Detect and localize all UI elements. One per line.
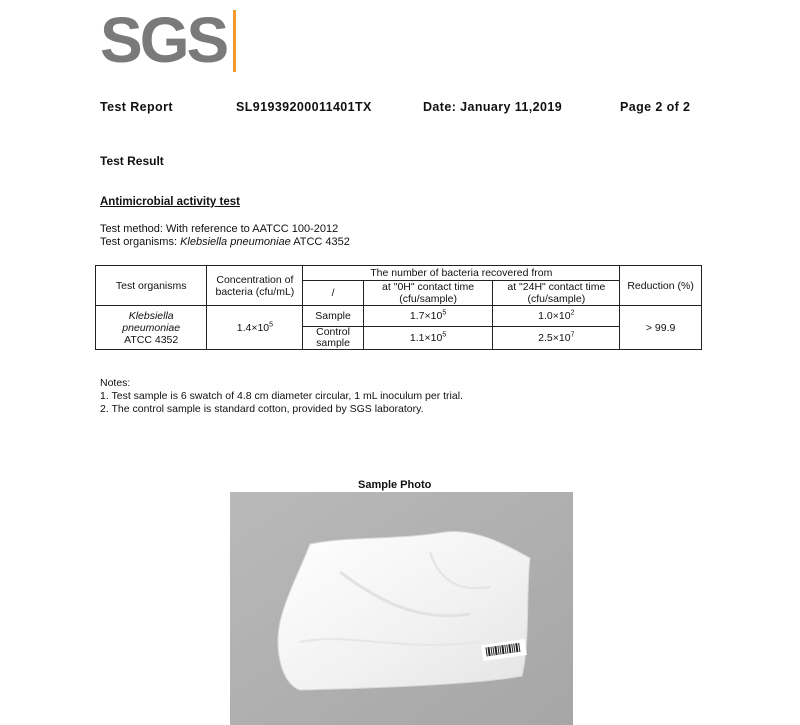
organism-species-line2: pneumoniae: [122, 321, 181, 334]
test-organisms-strain: ATCC 4352: [290, 236, 350, 248]
cell-organism: [96, 306, 207, 350]
cell-row-label: Sample: [303, 306, 363, 327]
note-item: 2. The control sample is standard cotton, provided by SGS laboratory.: [100, 403, 424, 415]
report-date: Date: January 11,2019: [423, 100, 563, 114]
test-organisms-species: Klebsiella pneumoniae: [180, 236, 291, 248]
note-item: 1. Test sample is 6 swatch of 4.8 cm diameter circular, 1 mL inoculum per trial.: [100, 390, 463, 402]
cell-0h-value: $1.1\times 10^5$: [363, 327, 493, 350]
logo-accent-bar: [233, 10, 236, 72]
report-number: SL91939200011401TX: [236, 100, 372, 114]
photo-title: Sample Photo: [358, 479, 432, 491]
cell-reduction: > 99.9: [620, 306, 702, 350]
cell-24h-value: $1.0\times 10^2$: [493, 306, 620, 327]
cell-24h-value: $2.5\times 10^7$: [493, 327, 620, 350]
test-organisms-line: [100, 236, 350, 248]
sgs-logo: [100, 4, 245, 76]
header-0h-contact: at "0H" contact time (cfu/sample): [363, 281, 493, 306]
header-slash: /: [303, 281, 363, 306]
header-24h-contact: at "24H" contact time (cfu/sample): [493, 281, 620, 306]
header-reduction: Reduction (%): [620, 266, 702, 306]
logo-text: SGS: [100, 4, 227, 76]
cell-row-label: Control sample: [303, 327, 363, 350]
cell-0h-value: $1.7\times 10^5$: [363, 306, 493, 327]
header-test-organisms: Test organisms: [96, 266, 207, 306]
page-indicator: Page 2 of 2: [620, 100, 691, 114]
header-concentration: Concentration of bacteria (cfu/mL): [207, 266, 303, 306]
sample-photo: [230, 492, 573, 725]
test-method: Test method: With reference to AATCC 100-2012: [100, 223, 339, 235]
results-table: [95, 265, 702, 350]
cell-concentration: $1.4\times 10^5$: [207, 306, 303, 350]
report-title: Test Report: [100, 100, 173, 114]
table-row: [96, 306, 702, 327]
table-header-row: [96, 266, 702, 281]
notes-heading: Notes:: [100, 377, 131, 389]
section-title: Test Result: [100, 154, 164, 168]
organism-species-line1: Klebsiella: [128, 309, 174, 322]
organism-strain: ATCC 4352: [124, 333, 179, 346]
notes: [100, 377, 463, 416]
header-bacteria-recovered: The number of bacteria recovered from: [303, 266, 620, 281]
subsection-title: Antimicrobial activity test: [100, 196, 240, 208]
test-organisms-label: Test organisms:: [100, 236, 181, 248]
